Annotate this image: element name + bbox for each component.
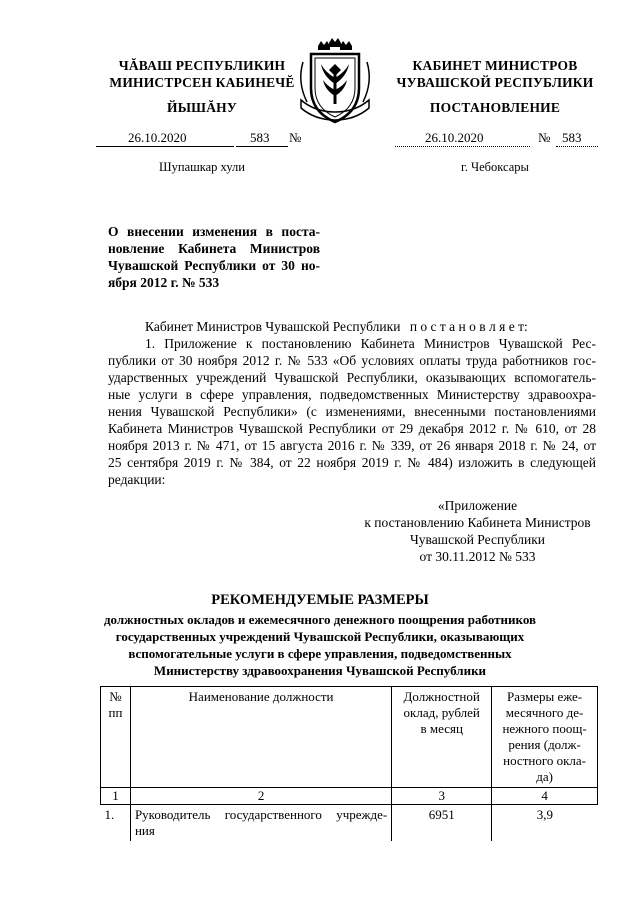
row-number: 1. bbox=[101, 805, 131, 842]
header-left-doc-type: ЙЫШĂНУ bbox=[167, 100, 237, 115]
document-subject bbox=[108, 223, 320, 291]
header-text: рения (долж- bbox=[508, 737, 581, 752]
title-sub-line: государственных учреждений Чувашской Республики, оказывающих bbox=[115, 629, 525, 644]
header-left-org bbox=[92, 57, 312, 91]
paragraph-line: ударственных учреждений Чувашской Республики, оказывающих вспомогатель- bbox=[108, 370, 596, 385]
right-number-line bbox=[556, 130, 598, 147]
header-cell-number bbox=[101, 687, 131, 788]
header-left-org-line1: ЧĂВАШ РЕСПУБЛИКИН bbox=[118, 58, 286, 73]
table-row bbox=[101, 805, 598, 842]
paragraph-1 bbox=[108, 335, 596, 488]
paragraph-line: 25 сентября 2019 г. № 384, от 22 ноября 2019 г. № 484) изложить в следующей bbox=[108, 455, 596, 470]
table-numbering-row bbox=[101, 788, 598, 805]
paragraph-line: 1. Приложение к постановлению Кабинета Министров Чувашской Рес- bbox=[145, 336, 596, 351]
paragraph-line: ные услуги в сфере управления, подведомственных Министерству здравоохра- bbox=[108, 387, 596, 402]
title-main: РЕКОМЕНДУЕМЫЕ РАЗМЕРЫ bbox=[211, 592, 429, 608]
left-number-sign: № bbox=[289, 130, 302, 145]
row-position bbox=[130, 805, 391, 842]
header-text: Наименование должности bbox=[188, 689, 334, 704]
title-sub-line: вспомогательные услуги в сфере управления, подведомственных bbox=[128, 646, 512, 661]
appendix-line: Чувашской Республики bbox=[409, 532, 546, 547]
subject-line: Чувашской Республики от 30 но- bbox=[108, 258, 320, 273]
header-text: в месяц bbox=[420, 721, 463, 736]
paragraph-line: публики от 30 ноября 2012 г. № 533 «Об условиях оплаты труда работников гос- bbox=[108, 353, 596, 368]
appendix-reference bbox=[355, 497, 600, 565]
title-sub-line: Министерству здравоохранения Чувашской Республики bbox=[153, 663, 487, 678]
numbering-cell: 3 bbox=[392, 788, 492, 805]
header-text: месячного де- bbox=[505, 705, 584, 720]
header-text: № bbox=[109, 689, 122, 704]
right-number: 583 bbox=[562, 130, 582, 145]
paragraph-line: нения Чувашской Республики» (с изменениями, внесенными постановлениями bbox=[108, 404, 596, 419]
header-text: ностного окла- bbox=[503, 753, 586, 768]
header-left-org-line2: МИНИСТРСЕН КАБИНЕЧĔ bbox=[109, 75, 295, 90]
appendix-line: «Приложение bbox=[437, 498, 518, 513]
left-date: 26.10.2020 bbox=[128, 130, 187, 145]
numbering-cell: 4 bbox=[492, 788, 598, 805]
paragraph-line: редакции: bbox=[108, 472, 166, 487]
numbering-cell: 2 bbox=[130, 788, 391, 805]
row-position-line: Руководитель государственного учрежде- bbox=[134, 807, 388, 822]
left-place: Шупашкар хули bbox=[159, 160, 245, 174]
subject-line: ября 2012 г. № 533 bbox=[108, 275, 220, 290]
appendix-line: к постановлению Кабинета Министров bbox=[364, 515, 591, 530]
header-cell-position bbox=[130, 687, 391, 788]
numbering-cell: 1 bbox=[101, 788, 131, 805]
subject-line: новление Кабинета Министров bbox=[108, 241, 320, 256]
right-date: 26.10.2020 bbox=[425, 130, 484, 145]
intro-text: Кабинет Министров Чувашской Республики bbox=[145, 319, 401, 334]
right-number-sign: № bbox=[538, 130, 551, 145]
intro-verb: п о с т а н о в л я е т: bbox=[409, 319, 528, 334]
left-number: 583 bbox=[250, 130, 270, 145]
header-text: Размеры еже- bbox=[507, 689, 583, 704]
left-date-line bbox=[96, 130, 234, 147]
paragraph-line: ноября 2013 г. № 471, от 15 августа 2016 г. № 339, от 26 января 2018 г. № 24, от bbox=[108, 438, 596, 453]
paragraph-line: Кабинета Министров Чувашской Республики от 29 декабря 2012 г. № 610, от 28 bbox=[108, 421, 596, 436]
body-intro bbox=[145, 318, 605, 335]
header-text: оклад, рублей bbox=[403, 705, 480, 720]
header-cell-bonus bbox=[492, 687, 598, 788]
salary-table bbox=[100, 686, 598, 841]
header-right-org-line2: ЧУВАШСКОЙ РЕСПУБЛИКИ bbox=[396, 75, 594, 90]
header-text: пп bbox=[108, 705, 123, 720]
row-bonus: 3,9 bbox=[492, 805, 598, 842]
subject-line: О внесении изменения в поста- bbox=[108, 224, 320, 239]
left-number-line bbox=[236, 130, 288, 147]
chuvash-coat-of-arms-icon bbox=[295, 38, 375, 128]
header-right-doc-type: ПОСТАНОВЛЕНИЕ bbox=[429, 100, 561, 115]
table-title bbox=[60, 592, 580, 679]
header-cell-salary bbox=[392, 687, 492, 788]
header-text: Должностной bbox=[403, 689, 480, 704]
right-date-line bbox=[395, 130, 530, 147]
right-place: г. Чебоксары bbox=[461, 160, 529, 174]
appendix-line: от 30.11.2012 № 533 bbox=[419, 549, 536, 564]
header-right-org bbox=[380, 57, 610, 91]
row-position-line: ния bbox=[134, 823, 155, 838]
header-right-org-line1: КАБИНЕТ МИНИСТРОВ bbox=[412, 58, 578, 73]
table-header-row bbox=[101, 687, 598, 788]
header-text: нежного поощ- bbox=[502, 721, 587, 736]
header-text: да) bbox=[536, 769, 553, 784]
row-salary: 6951 bbox=[392, 805, 492, 842]
title-sub-line: должностных окладов и ежемесячного денежного поощрения работников bbox=[103, 612, 537, 627]
